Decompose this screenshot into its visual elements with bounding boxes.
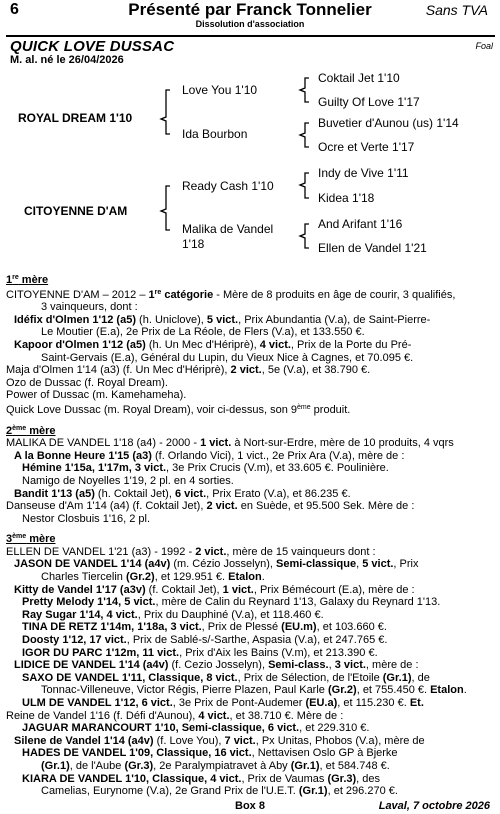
pedigree-chart [0, 66, 500, 266]
text-line: Ray Sugar 1'14, 4 vict., Prix du Dauphiné (V.a), et 118.460 €. [22, 608, 324, 621]
horse-type: Foal [475, 41, 493, 51]
text-line: Maja d'Olmen 1'14 (a3) (f. Un Mec d'Hériprè), 2 vict., 5e (V.a), et 38.790 €. [6, 364, 371, 377]
pedigree-dam-dam-line2: 1'18 [182, 237, 205, 251]
text-line: Ozo de Dussac (f. Royal Dream). [6, 376, 168, 389]
text-line: Power of Dussac (m. Kamehameha). [6, 389, 187, 402]
lot-number: 6 [10, 1, 19, 18]
pedigree-braces [0, 66, 500, 266]
horse-name: QUICK LOVE DUSSAC [10, 38, 175, 55]
tax-status: Sans TVA [425, 2, 488, 18]
text-line: IGOR DU PARC 1'12m, 11 vict., Prix d'Aix les Bains (V.m), et 213.390 €. [22, 646, 378, 659]
pedigree-sire: ROYAL DREAM 1'10 [18, 111, 133, 125]
text-line: Danseuse d'Am 1'14 (a4) (f. Coktail Jet), 2 vict. en Suède, et 95.500 Sek. Mère de : [6, 500, 415, 513]
text-line: KIARA DE VANDEL 1'10, Classique, 4 vict., Prix de Vaumas (Gr.3), des [22, 772, 381, 785]
third-dam-heading: 3ème mère [6, 533, 56, 546]
text-line: JASON DE VANDEL 1'14 (a4v) (m. Cézio Josselyn), Semi-classique, 5 vict., Prix [14, 558, 419, 571]
pedigree-sire-sire: Love You 1'10 [182, 83, 258, 97]
sale-place-date: Laval, 7 octobre 2026 [378, 800, 490, 812]
first-dam-heading: 1re mère [6, 274, 49, 286]
second-dam-heading: 2ème mère [6, 424, 56, 437]
text-line: JAGUAR MARANCOURT 1'10, Semi-classique, 6 vict., et 229.310 €. [22, 722, 370, 735]
box-number: Box 8 [235, 800, 265, 812]
page-footer [0, 800, 500, 814]
text-line: Bandit 1'13 (a5) (h. Coktail Jet), 6 vict., Prix Erato (V.a), et 86.235 €. [14, 487, 351, 500]
text-line: ELLEN DE VANDEL 1'21 (a3) - 1992 - 2 vict., mère de 15 vainqueurs dont : [6, 545, 376, 558]
text-line: Kapoor d'Olmen 1'12 (a5) (h. Un Mec d'Hériprè), 4 vict., Prix de la Porte du Pré- [14, 338, 412, 351]
pedigree-dd-sire: And Arifant 1'16 [318, 217, 403, 231]
page-header [0, 0, 500, 34]
text-line: 3 vainqueurs, dont : [41, 301, 138, 314]
pedigree-ds-dam: Kidea 1'18 [318, 191, 375, 205]
subtitle: Dissolution d'association [195, 19, 305, 29]
pedigree-dam: CITOYENNE D'AM [24, 204, 128, 218]
dam-lineage-text [6, 272, 495, 798]
text-line: Saint-Gervais (E.a), Général du Lupin, du Vieux Nice à Cagnes, et 70.095 €. [41, 351, 414, 364]
text-line: Reine de Vandel 1'16 (f. Défi d'Aunou), 4 vict., et 38.710 €. Mère de : [6, 709, 344, 722]
text-line: Tonnac-Villeneuve, Victor Régis, Pierre Plazen, Paul Karle (Gr.2), et 755.450 €. Etalon. [41, 684, 467, 697]
pedigree-dam-sire: Ready Cash 1'10 [182, 179, 274, 193]
text-line: Pretty Melody 1'14, 5 vict., mère de Calin du Reynard 1'13, Galaxy du Reynard 1'13. [22, 596, 441, 609]
text-line: Le Moutier (E.a), 2e Prix de La Réole, de Flers (V.a), et 133.550 €. [41, 326, 365, 339]
text-line: LIDICE DE VANDEL 1'14 (a4v) (f. Cezio Josselyn), Semi-class., 3 vict., mère de : [14, 659, 419, 672]
text-line: CITOYENNE D'AM – 2012 – 1re catégorie - Mère de 8 produits en âge de courir, 3 qualifiés, [6, 288, 456, 301]
text-line: (Gr.1), de l'Aube (Gr.3), 2e Paralympiatravet à Aby (Gr.1), et 584.748 €. [41, 759, 390, 772]
pedigree-sire-dam: Ida Bourbon [182, 127, 248, 141]
text-line: TINA DE RETZ 1'14m, 1'18a, 3 vict., Prix de Plessé (EU.m), et 103.660 €. [22, 621, 387, 634]
text-line: Nestor Closbuis 1'16, 2 pl. [22, 512, 151, 525]
pedigree-dd-dam: Ellen de Vandel 1'21 [318, 241, 427, 255]
text-line: Hémine 1'15a, 1'17m, 3 vict., 3e Prix Crucis (V.m), et 33.605 €. Poulinière. [22, 462, 389, 475]
text-line: Camelias, Eurynome (V.a), 2e Grand Prix de l'U.E.T. (Gr.1), et 296.270 €. [41, 785, 398, 798]
text-line: Namigo de Noyelles 1'19, 2 pl. en 4 sorties. [22, 474, 234, 487]
text-line: Idéfix d'Olmen 1'12 (a5) (h. Uniclove), 5 vict., Prix Abundantia (V.a), de Saint-Pierre- [14, 313, 431, 326]
text-line: A la Bonne Heure 1'15 (a3) (f. Orlando Vici), 1 vict., 2e Prix Ara (V.a), mère de : [14, 449, 405, 462]
pedigree-ds-sire: Indy de Vive 1'11 [318, 166, 409, 180]
pedigree-ss-sire: Coktail Jet 1'10 [318, 71, 400, 85]
pedigree-dam-dam: Malika de Vandel [182, 222, 274, 236]
text-line: HADES DE VANDEL 1'09, Classique, 16 vict., Nettavisen Oslo GP à Bjerke [22, 747, 398, 760]
text-line: Kitty de Vandel 1'17 (a3v) (f. Coktail Jet), 1 vict., Prix Bémécourt (E.a), mère de : [14, 583, 415, 596]
text-line: Quick Love Dussac (m. Royal Dream), voir ci-dessus, son 9ème produit. [6, 403, 351, 416]
birth-info: M. al. né le 26/04/2026 [10, 54, 124, 66]
text-line: Doosty 1'12, 17 vict., Prix de Sablé-s/-Sarthe, Aspasia (V.a), et 247.765 €. [22, 634, 388, 647]
text-line: ULM DE VANDEL 1'12, 6 vict., 3e Prix de Pont-Audemer (EU.a), et 115.230 €. Et. [22, 697, 424, 709]
pedigree-sd-dam: Ocre et Verte 1'17 [318, 140, 415, 154]
horse-name-box [6, 35, 495, 67]
presenter-title: Présenté par Franck Tonnelier [128, 0, 372, 19]
text-line: SAXO DE VANDEL 1'11, Classique, 8 vict., Prix de Sélection, de l'Etoile (Gr.1), de [22, 671, 430, 684]
pedigree-ss-dam: Guilty Of Love 1'17 [318, 95, 420, 109]
pedigree-sd-sire: Buvetier d'Aunou (us) 1'14 [318, 116, 459, 130]
text-line: Silene de Vandel 1'14 (a4v) (f. Love You), 7 vict., Px Unitas, Phobos (V.a), mère de [14, 734, 425, 747]
text-line: Charles Tiercelin (Gr.2), et 129.951 €. Etalon. [41, 571, 265, 584]
text-line: MALIKA DE VANDEL 1'18 (a4) - 2000 - 1 vict. à Nort-sur-Erdre, mère de 10 produits, 4 vqrs [6, 437, 454, 450]
